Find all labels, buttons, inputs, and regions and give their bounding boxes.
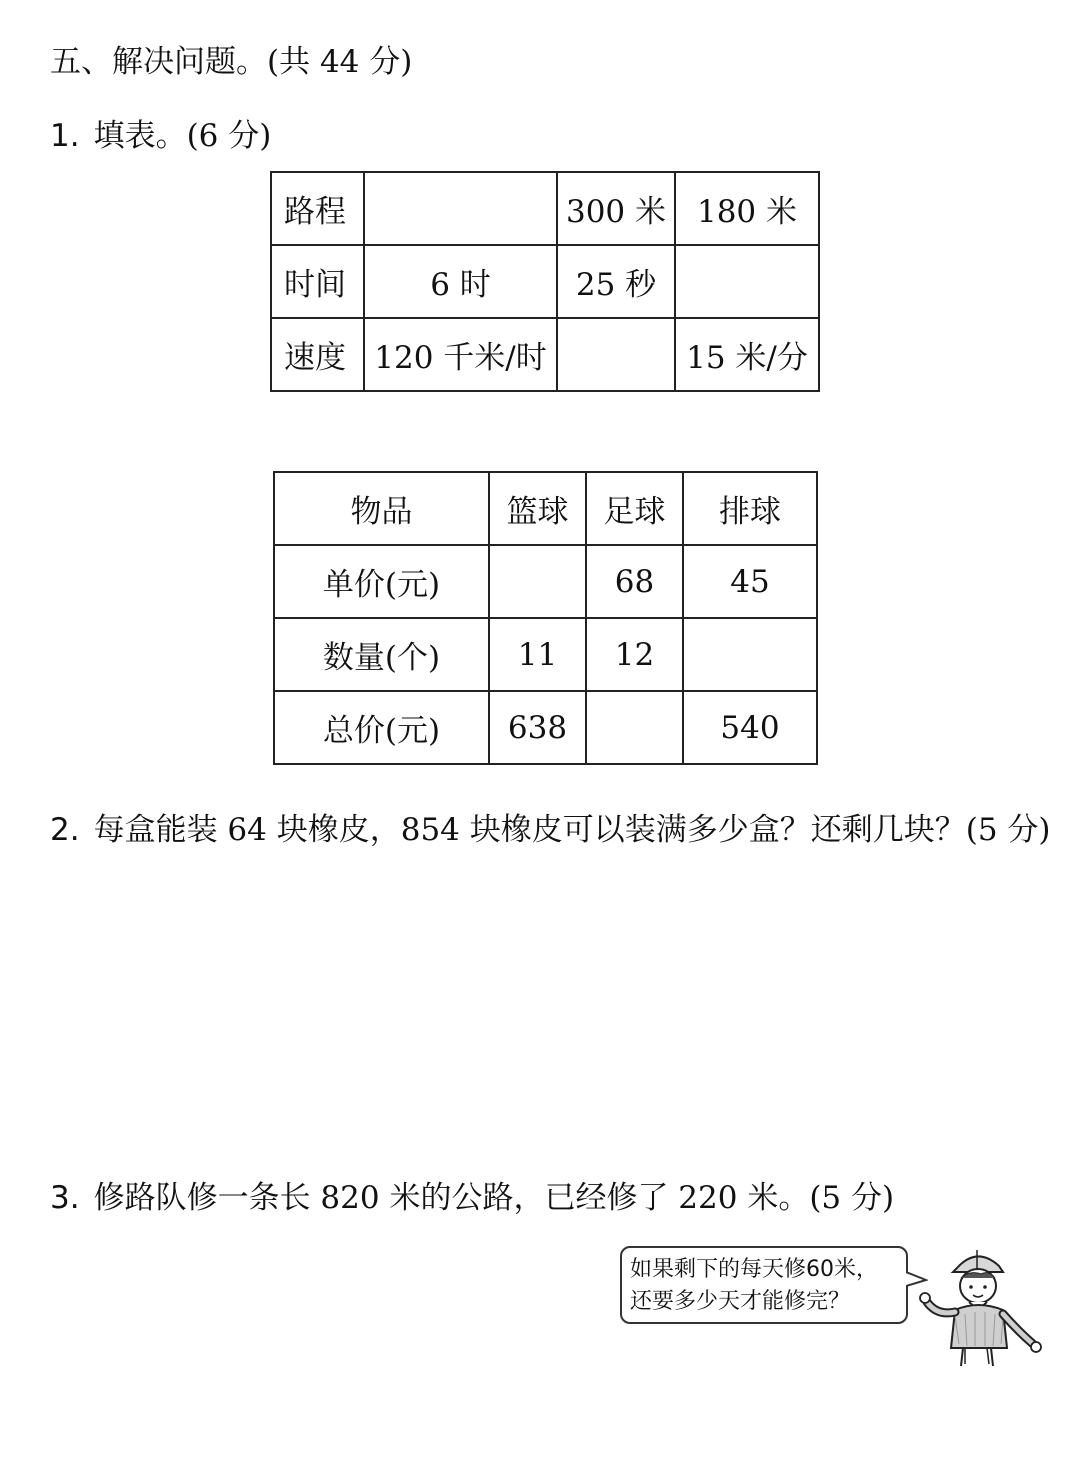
table-header-row	[274, 472, 817, 545]
table-cell: 12	[586, 618, 683, 691]
question-3-text: 修路队修一条长 820 米的公路，已经修了 220 米。(5 分)	[93, 1180, 895, 1216]
table-cell	[364, 172, 557, 245]
speech-bubble-line-2: 还要多少天才能修完？	[630, 1289, 851, 1314]
table-row	[274, 618, 817, 691]
question-3	[50, 1178, 894, 1218]
table-cell: 68	[586, 545, 683, 618]
table-row	[274, 545, 817, 618]
row-header-total-price: 总价(元)	[274, 691, 489, 764]
table-cell	[683, 618, 817, 691]
row-header-unit-price: 单价(元)	[274, 545, 489, 618]
table-cell	[557, 318, 675, 391]
question-2-text: 每盒能装 64 块橡皮，854 块橡皮可以装满多少盒？还剩几块？(5 分)	[93, 812, 1051, 848]
table-cell: 180 米	[675, 172, 819, 245]
column-header-volleyball: 排球	[683, 472, 817, 545]
question-2	[50, 810, 1051, 850]
column-header-item: 物品	[274, 472, 489, 545]
table-row	[271, 318, 819, 391]
table-cell: 6 时	[364, 245, 557, 318]
table-cell: 120 千米/时	[364, 318, 557, 391]
question-1	[50, 116, 271, 156]
table-cell	[586, 691, 683, 764]
row-header-time: 时间	[271, 245, 364, 318]
table-cell: 638	[489, 691, 586, 764]
price-quantity-total-table	[273, 471, 818, 765]
table-cell: 25 秒	[557, 245, 675, 318]
row-header-quantity: 数量(个)	[274, 618, 489, 691]
table-cell: 15 米/分	[675, 318, 819, 391]
column-header-basketball: 篮球	[489, 472, 586, 545]
question-3-number: 3.	[50, 1180, 80, 1216]
table-cell: 300 米	[557, 172, 675, 245]
question-1-text: 填表。(6 分)	[93, 118, 272, 154]
table-row	[271, 172, 819, 245]
speech-bubble-line-1: 如果剩下的每天修60米，	[630, 1257, 878, 1282]
table-cell	[675, 245, 819, 318]
table-row	[271, 245, 819, 318]
worker-boy-illustration-icon	[915, 1240, 1045, 1370]
table-cell: 540	[683, 691, 817, 764]
distance-time-speed-table	[270, 171, 820, 392]
table-cell	[489, 545, 586, 618]
question-1-number: 1.	[50, 118, 80, 154]
section-title: 五、解决问题。(共 44 分)	[50, 44, 413, 80]
row-header-distance: 路程	[271, 172, 364, 245]
table-cell: 45	[683, 545, 817, 618]
row-header-speed: 速度	[271, 318, 364, 391]
column-header-football: 足球	[586, 472, 683, 545]
question-2-number: 2.	[50, 812, 80, 848]
speech-bubble	[620, 1246, 908, 1324]
table-row	[274, 691, 817, 764]
table-cell: 11	[489, 618, 586, 691]
